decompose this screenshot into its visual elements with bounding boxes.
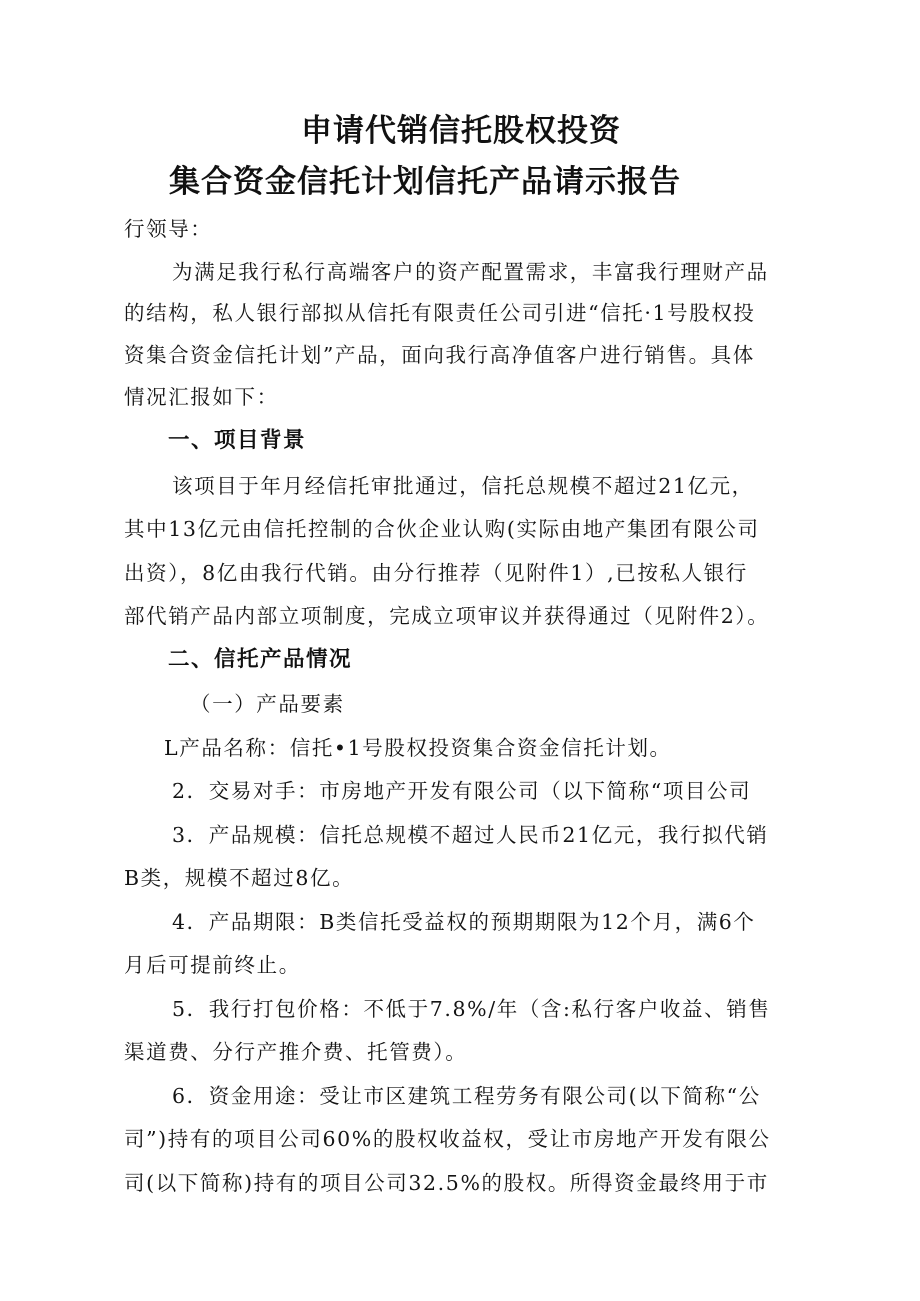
product-item-5-cont: 渠道费、分行产推介费、托管费）。	[124, 1040, 468, 1064]
section-1-line-4: 部代销产品内部立项制度，完成立项审议并获得通过（见附件2）。	[124, 604, 770, 628]
document-title-line-1: 申请代销信托股权投资	[301, 113, 621, 149]
product-item-6-cont-2: 司(以下简称)持有的项目公司32.5%的股权。所得资金最终用于市	[124, 1171, 769, 1195]
product-item-4: 4．产品期限：B类信托受益权的预期期限为12个月，满6个	[172, 910, 756, 934]
product-item-3-cont: B类，规模不超过8亿。	[124, 866, 355, 890]
intro-line-1: 为满足我行私行高端客户的资产配置需求，丰富我行理财产品	[172, 260, 769, 284]
product-item-4-cont: 月后可提前终止。	[124, 953, 301, 977]
section-1-heading: 一、项目背景	[168, 428, 307, 453]
product-item-2: 2．交易对手：市房地产开发有限公司（以下简称“项目公司	[172, 779, 752, 803]
section-1-line-1: 该项目于年月经信托审批通过，信托总规模不超过21亿元，	[172, 474, 754, 498]
section-1-line-3: 出资），8亿由我行代销。由分行推荐（见附件1）,已按私人银行	[124, 561, 748, 585]
section-2-subheading: （一）产品要素	[190, 692, 345, 716]
section-2-heading: 二、信托产品情况	[168, 647, 353, 672]
product-item-6: 6．资金用途：受让市区建筑工程劳务有限公司(以下简称“公	[172, 1084, 761, 1108]
intro-line-2: 的结构，私人银行部拟从信托有限责任公司引进“信托·1号股权投	[124, 301, 756, 325]
product-item-1: L产品名称：信托•1号股权投资集合资金信托计划。	[164, 736, 672, 760]
product-item-6-cont-1: 司”)持有的项目公司60%的股权收益权，受让市房地产开发有限公	[124, 1127, 771, 1151]
product-item-3: 3．产品规模：信托总规模不超过人民币21亿元，我行拟代销	[172, 823, 769, 847]
product-item-5: 5．我行打包价格：不低于7.8%/年（含:私行客户收益、销售	[172, 997, 771, 1021]
salutation: 行领导：	[124, 217, 213, 241]
section-1-line-2: 其中13亿元由信托控制的合伙企业认购(实际由地产集团有限公司	[124, 517, 760, 541]
intro-line-3: 资集合资金信托计划”产品，面向我行高净值客户进行销售。具体	[124, 343, 755, 367]
document-title-line-2: 集合资金信托计划信托产品请示报告	[169, 164, 681, 200]
intro-line-4: 情况汇报如下：	[124, 385, 279, 409]
